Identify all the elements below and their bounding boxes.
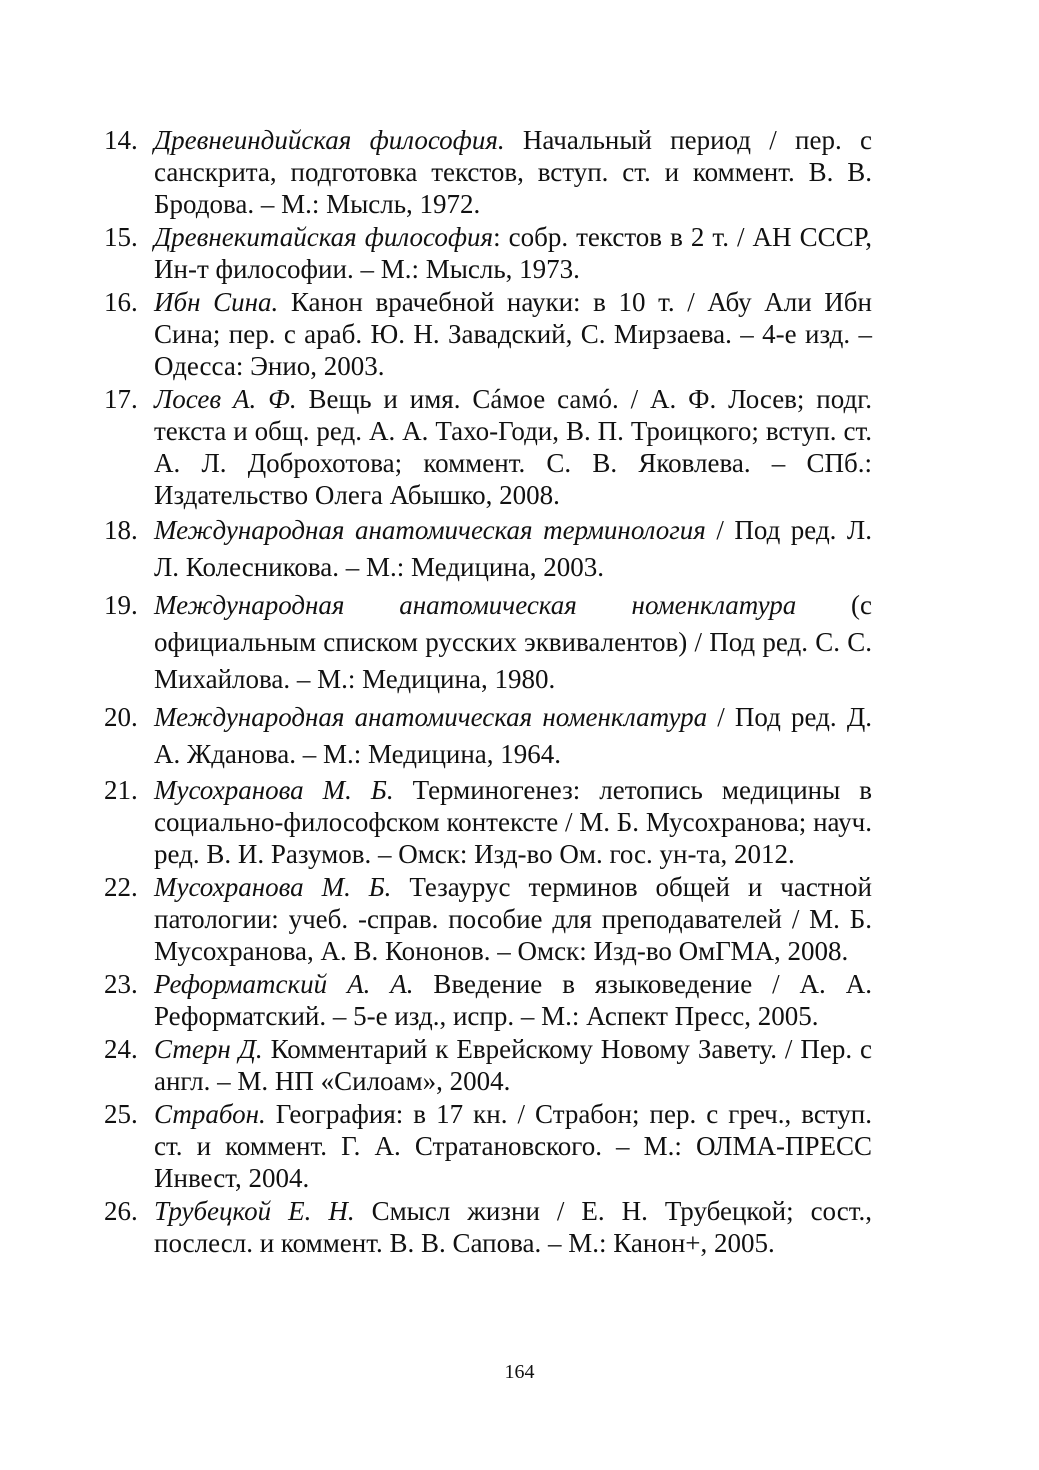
entry-text: Терминогенез: летопись медицины в социально-философском контексте / М. Б. Мусохранова; науч. ред. В. И. Разумов. – Омск: Изд-во Ом. гос. ун-та, 2012. (154, 775, 873, 869)
bibliography-entry-14 (104, 124, 872, 220)
entry-text: Канон врачебной науки: в 10 т. / Абу Али Ибн Сина; пер. с араб. Ю. Н. Завадский, С. Мирзаева. – 4-е изд. – Одесса: Энио, 2003. (154, 287, 872, 381)
bibliography-entry-15 (104, 221, 872, 285)
entry-number: 25. (104, 1099, 138, 1129)
entry-author-italic: Мусохранова М. Б. (154, 775, 394, 805)
bibliography-list (104, 124, 872, 1260)
entry-number: 14. (104, 125, 138, 155)
entry-author-italic: Реформатский А. А. (154, 969, 414, 999)
bibliography-entry-25 (104, 1098, 872, 1194)
bibliography-entry-21 (104, 774, 872, 870)
bibliography-entry-19 (104, 587, 872, 698)
entry-number: 22. (104, 872, 138, 902)
bibliography-entry-26 (104, 1195, 872, 1259)
entry-author-italic: Лосев А. Ф. (154, 384, 297, 414)
entry-number: 24. (104, 1034, 138, 1064)
entry-title-italic: Международная анатомическая терминология (154, 515, 706, 545)
entry-author-italic: Трубецкой Е. Н. (154, 1196, 355, 1226)
bibliography-entry-16 (104, 286, 872, 382)
entry-text: : собр. текстов в 2 т. / АН СССР, Ин-т философии. – М.: Мысль, 1973. (154, 222, 872, 284)
bibliography-entry-17 (104, 383, 872, 511)
entry-author-italic: Мусохранова М. Б. (154, 872, 392, 902)
entry-title-italic: Древнекитайская философия (154, 222, 494, 252)
bibliography-entry-22 (104, 871, 872, 967)
entry-text: Введение в языковедение / А. А. Реформатский. – 5-е изд., испр. – М.: Аспект Пресс, 2005. (154, 969, 872, 1031)
entry-number: 26. (104, 1196, 138, 1226)
entry-title-italic: Международная анатомическая номенклатура (154, 702, 708, 732)
entry-text: Комментарий к Еврейскому Новому Завету. / Пер. с англ. – М. НП «Силоам», 2004. (154, 1034, 872, 1096)
entry-text: География: в 17 кн. / Страбон; пер. с греч., вступ. ст. и коммент. Г. А. Стратановского. – М.: ОЛМА-ПРЕСС Инвест, 2004. (154, 1099, 872, 1193)
entry-text: / Под ред. Д. А. Жданова. – М.: Медицина, 1964. (154, 702, 872, 769)
page-number: 164 (504, 1361, 535, 1383)
entry-text: Начальный период / пер. с санскрита, подготовка текстов, вступ. ст. и коммент. В. В. Бродова. – М.: Мысль, 1972. (154, 125, 872, 219)
bibliography-entry-24 (104, 1033, 872, 1097)
entry-number: 23. (104, 969, 138, 999)
entry-text: / Под ред. Л. Л. Колесникова. – М.: Медицина, 2003. (154, 515, 872, 582)
entry-author-italic: Ибн Сина. (154, 287, 279, 317)
entry-number: 17. (104, 384, 138, 414)
bibliography-entry-23 (104, 968, 872, 1032)
bibliography-entry-20 (104, 699, 872, 773)
entry-number: 18. (104, 515, 138, 545)
entry-text: (с официальным списком русских эквивалентов) / Под ред. С. С. Михайлова. – М.: Медицина, 1980. (154, 590, 872, 694)
entry-number: 21. (104, 775, 138, 805)
bibliography-entry-18 (104, 512, 872, 586)
entry-title-italic: Древнеиндийская философия. (154, 125, 505, 155)
entry-text: Смысл жизни / Е. Н. Трубецкой; сост., послесл. и коммент. В. В. Сапова. – М.: Канон+, 2005. (154, 1196, 872, 1258)
entry-number: 20. (104, 702, 138, 732)
entry-number: 16. (104, 287, 138, 317)
entry-title-italic: Международная анатомическая номенклатура (154, 590, 797, 620)
entry-text: Вещь и имя. Сáмое самó. / А. Ф. Лосев; подг. текста и общ. ред. А. А. Тахо-Годи, В. П. Троицкого; вступ. ст. А. Л. Доброхотова; коммент. С. В. Яковлева. – СПб.: Издательство Олега Абышко, 2008. (154, 384, 872, 510)
entry-author-italic: Стерн Д. (154, 1034, 263, 1064)
entry-text: Тезаурус терминов общей и частной патологии: учеб. -справ. пособие для преподавателей / М. Б. Мусохранова, А. В. Кононов. – Омск: Изд-во ОмГМА, 2008. (154, 872, 873, 966)
entry-author-italic: Страбон. (154, 1099, 266, 1129)
entry-number: 19. (104, 590, 138, 620)
entry-number: 15. (104, 222, 138, 252)
